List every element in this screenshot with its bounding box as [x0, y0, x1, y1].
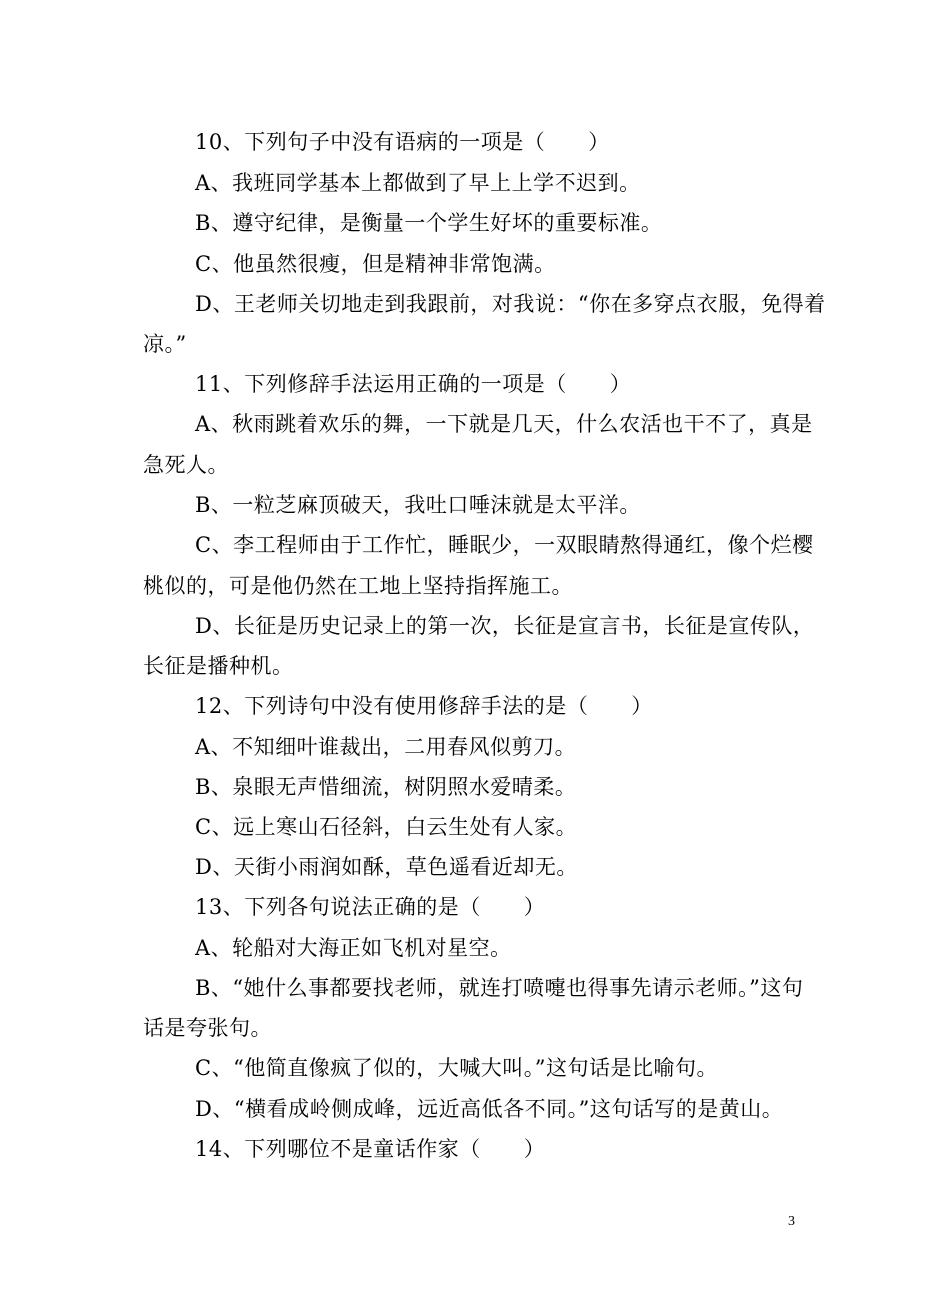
question-12-option-a: A、不知细叶谁裁出，二用春风似剪刀。 [195, 735, 577, 759]
question-13-option-d: D、“横看成岭侧成峰，远近高低各不同。”这句话写的是黄山。 [195, 1097, 784, 1121]
page-number: 3 [788, 1214, 795, 1229]
question-11-option-a-line1: A、秋雨跳着欢乐的舞，一下就是几天，什么农活也干不了，真是 [195, 412, 813, 436]
question-13-option-c: C、“他简直像疯了似的，大喊大叫。”这句话是比喻句。 [195, 1056, 719, 1080]
question-11-option-b: B、一粒芝麻顶破天，我吐口唾沫就是太平洋。 [195, 493, 641, 517]
question-11-option-d-line2: 长征是播种机。 [143, 654, 294, 678]
question-10-option-c: C、他虽然很瘦，但是精神非常饱满。 [195, 252, 556, 276]
question-11-option-d-line1: D、长征是历史记录上的第一次，长征是宣言书，长征是宣传队， [195, 614, 815, 638]
question-10-option-d-line1: D、王老师关切地走到我跟前，对我说：“你在多穿点衣服，免得着 [195, 292, 826, 316]
question-14-stem: 14、下列哪位不是童话作家（ ） [195, 1137, 546, 1161]
question-10-option-d-line2: 凉。” [143, 332, 187, 356]
question-13-option-b-line1: B、“她什么事都要找老师，就连打喷嚏也得事先请示老师。”这句 [195, 976, 804, 1000]
question-10-option-b: B、遵守纪律，是衡量一个学生好坏的重要标准。 [195, 211, 663, 235]
question-13-option-b-line2: 话是夸张句。 [143, 1016, 272, 1040]
question-11-stem: 11、下列修辞手法运用正确的一项是（ ） [195, 372, 632, 396]
question-12-stem: 12、下列诗句中没有使用修辞手法的是（ ） [195, 694, 653, 718]
question-12-option-c: C、远上寒山石径斜，白云生处有人家。 [195, 815, 578, 839]
question-12-option-d: D、天街小雨润如酥，草色遥看近却无。 [195, 855, 578, 879]
question-13-option-a: A、轮船对大海正如飞机对星空。 [195, 936, 512, 960]
question-10-option-a: A、我班同学基本上都做到了早上上学不迟到。 [195, 171, 641, 195]
question-11-option-c-line1: C、李工程师由于工作忙，睡眠少，一双眼睛熬得通红，像个烂樱 [195, 533, 814, 557]
question-11-option-c-line2: 桃似的，可是他仍然在工地上坚持指挥施工。 [143, 574, 573, 598]
question-12-option-b: B、泉眼无声惜细流，树阴照水爱晴柔。 [195, 775, 577, 799]
question-13-stem: 13、下列各句说法正确的是（ ） [195, 895, 546, 919]
question-10-stem: 10、下列句子中没有语病的一项是（ ） [195, 130, 610, 154]
question-11-option-a-line2: 急死人。 [143, 453, 229, 477]
